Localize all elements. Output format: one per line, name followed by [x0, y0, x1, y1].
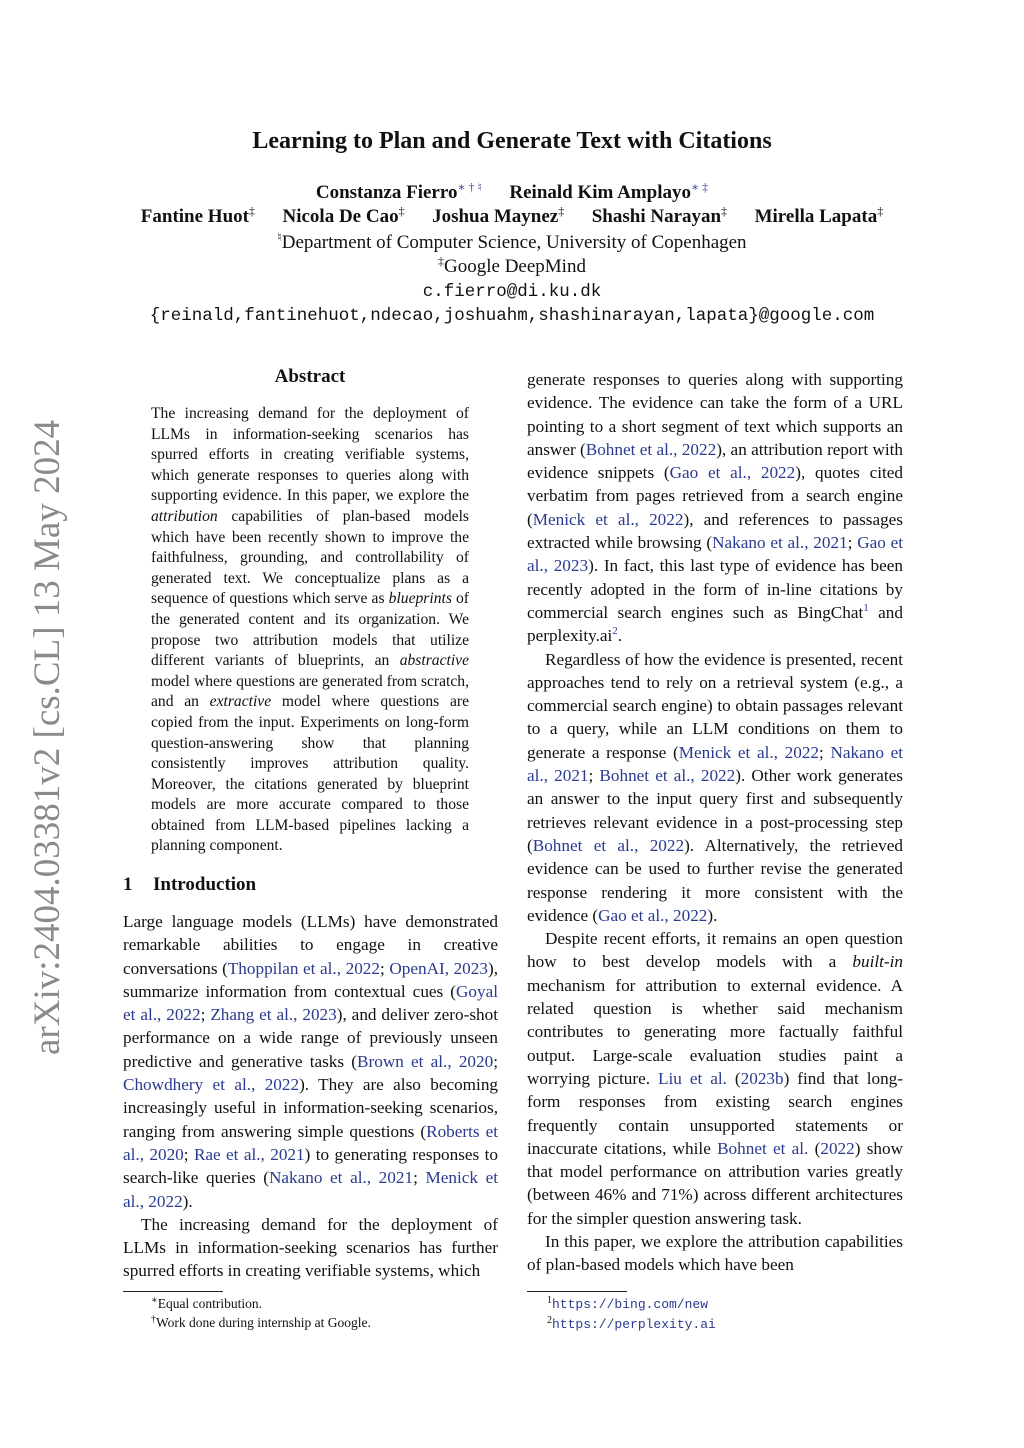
- citation-link[interactable]: Bohnet et al., 2022: [585, 439, 717, 459]
- email-1: c.fierro@di.ku.dk: [422, 282, 602, 302]
- citation-link[interactable]: Menick et al., 2022: [532, 509, 684, 529]
- citation-link[interactable]: Nakano et al., 2021: [268, 1168, 414, 1188]
- author-marks: ‡: [558, 204, 565, 218]
- footnote: ∗Equal contribution.: [151, 1295, 263, 1311]
- author-name: Shashi Narayan: [591, 206, 722, 227]
- citation-link[interactable]: Brown et al., 2020: [357, 1051, 494, 1071]
- author-name: Nicola De Cao: [282, 206, 399, 227]
- affiliation-2: [0, 256, 1024, 278]
- footnote-rule: [527, 1291, 627, 1292]
- citation-link[interactable]: 2023b: [740, 1068, 784, 1088]
- paragraph: Large language models (LLMs) have demonstrated remarkable abilities to engage in creative conversations (Thoppilan et al., 2022; OpenAI, 2023), summarize information from contextual cues (Goyal et al., 2022; Zhang et al., 2023), and deliver zero-shot performance on a wide range of previously unseen predictive and generative tasks (Brown et al., 2020; Chowdhery et al., 2022). They are also becoming increasingly useful in information-seeking scenarios, ranging from answering simple questions (Roberts et al., 2020; Rae et al., 2021) to generating responses to search-like queries (Nakano et al., 2021; Menick et al., 2022).: [123, 912, 499, 1211]
- author-marks: ∗ † ♮: [457, 180, 482, 194]
- affiliation-1: [0, 232, 1024, 254]
- author-name: Constanza Fierro: [315, 182, 458, 203]
- citation-link[interactable]: OpenAI, 2023: [389, 958, 488, 978]
- abstract-text: The increasing demand for the deployment of LLMs in information-seeking scenarios has spurred efforts in creating verifiable systems, which generate responses to queries along with supporting evidence. In this paper, we explore the: [151, 405, 469, 505]
- citation-link[interactable]: Liu et al.: [657, 1068, 727, 1088]
- section-title: Introduction: [153, 874, 257, 895]
- abstract-emph: blueprints: [388, 590, 452, 608]
- arxiv-identifier: arXiv:2404.03381v2 [cs.CL] 13 May 2024: [27, 419, 68, 1055]
- citation-link[interactable]: Menick et al., 2022: [678, 742, 820, 762]
- citation-link[interactable]: Menick et al., 2022: [123, 1168, 498, 1211]
- abstract-text: model where questions are generated from scratch, and an: [151, 672, 469, 711]
- citation-link[interactable]: Gao et al., 2022: [669, 463, 796, 483]
- citation-link[interactable]: Rae et al., 2021: [193, 1144, 305, 1164]
- footnote-marker[interactable]: 1: [863, 601, 869, 614]
- footnote-rule: [123, 1291, 223, 1292]
- citation-link[interactable]: Nakano et al., 2021: [527, 742, 903, 786]
- author-name: Mirella Lapata: [754, 206, 878, 227]
- footnote-url-link[interactable]: https://perplexity.ai: [552, 1317, 716, 1332]
- citation-link[interactable]: Bohnet et al., 2022: [599, 766, 736, 786]
- email-2: {reinald,fantinehuot,ndecao,joshuahm,shashinarayan,lapata}@google.com: [149, 306, 875, 326]
- section-heading: [123, 874, 256, 896]
- footnotes-right: [527, 1294, 903, 1334]
- abstract-body: [151, 404, 469, 857]
- citation-link[interactable]: Gao et al., 2023: [527, 533, 903, 576]
- abstract-heading: Abstract: [274, 366, 346, 387]
- footnote: $^2$https://perplexity.ai: [547, 1315, 716, 1332]
- affiliation-mark: ‡: [438, 254, 445, 268]
- affiliation-text: Department of Computer Science, University of Copenhagen: [281, 232, 747, 253]
- citation-link[interactable]: Bohnet et al.: [717, 1138, 809, 1158]
- paragraph: Regardless of how the evidence is presented, recent approaches tend to rely on a retrieval system (e.g., a commercial search engine) to obtain passages relevant to a query, while an LLM conditions on them to generate a response (Menick et al., 2022; Nakano et al., 2021; Bohnet et al., 2022). Other work generates an answer to the input query first and subsequently retrieves relevant evidence in a post-processing step (Bohnet et al., 2022). Alternatively, the retrieved evidence can be used to further revise the generated response rendering it more consistent with the evidence (Gao et al., 2022).: [527, 649, 903, 925]
- citation-link[interactable]: Bohnet et al., 2022: [532, 835, 685, 855]
- citation-link[interactable]: Chowdhery et al., 2022: [123, 1075, 300, 1095]
- footnote: †Work done during internship at Google.: [151, 1314, 371, 1330]
- authors-row-1: [0, 182, 1024, 204]
- abstract-text: model where questions are copied from the input. Experiments on long-form question-answering show that planning consistently improves attribution quality. Moreover, the citations generated by blueprint models are more accurate compared to those obtained from LLM-based pipelines lacking a planning component.: [151, 693, 469, 855]
- citation-link[interactable]: Nakano et al., 2021: [712, 533, 848, 553]
- footnote: $^1$https://bing.com/new: [547, 1295, 709, 1312]
- abstract-text: of the generated content and its organization. We propose two attribution models that utilize different variants of blueprints, an: [151, 590, 469, 670]
- paragraph-continued: generate responses to queries along with supporting evidence. The evidence can take the form of a URL pointing to a short segment of text which supports an answer (Bohnet et al., 2022), an attribution report with evidence snippets (Gao et al., 2022), quotes cited verbatim from pages retrieved from a search engine (Menick et al., 2022), and references to passages extracted while browsing (Nakano et al., 2021; Gao et al., 2023). In fact, this last type of evidence has been recently adopted in the form of in-line citations by commercial search engines such as BingChat$^1$ and $perplexity.ai^2$.: [527, 370, 903, 646]
- author-marks: ‡: [398, 204, 405, 218]
- paper-title: Learning to Plan and Generate Text with Citations: [252, 128, 772, 154]
- section-number: 1: [123, 874, 133, 895]
- citation-link[interactable]: Gao et al., 2022: [598, 905, 708, 925]
- affiliation-mark: ♮: [277, 230, 282, 244]
- authors-row-2: [0, 206, 1024, 228]
- footnote-marker[interactable]: 2: [612, 625, 618, 638]
- abstract-emph: abstractive: [399, 652, 469, 670]
- citation-link[interactable]: Roberts et al., 2020: [123, 1121, 498, 1164]
- paragraph: The increasing demand for the deployment of LLMs in information-seeking scenarios has further spurred efforts in creating verifiable systems, which: [123, 1214, 498, 1281]
- paragraph: In this paper, we explore the attribution capabilities of plan-based models which have been: [527, 1231, 903, 1275]
- citation-link[interactable]: 2022: [820, 1138, 855, 1158]
- author-marks: ∗ ‡: [690, 180, 709, 194]
- paragraph: Despite recent efforts, it remains an open question how to best develop models with a built-in mechanism for attribution to external evidence. A related question is whether said mechanism contributes to generating more factually faithful output. Large-scale evaluation studies paint a worrying picture. Liu et al. (2023b) find that long-form responses from existing search engines frequently contain unsupported statements or inaccurate citations, while Bohnet et al. (2022) show that model performance on attribution varies greatly (between 46% and 71%) across different architectures for the simpler question answering task.: [527, 929, 903, 1228]
- abstract-emph: attribution: [151, 507, 218, 525]
- affiliation-text: Google DeepMind: [444, 256, 586, 277]
- left-column: [123, 910, 498, 1283]
- author-name: Joshua Maynez: [432, 206, 559, 227]
- author-name: Fantine Huot: [140, 206, 249, 227]
- citation-link[interactable]: Zhang et al., 2023: [210, 1005, 337, 1025]
- author-marks: ‡: [248, 204, 255, 218]
- citation-link[interactable]: Goyal et al., 2022: [123, 981, 498, 1025]
- author-marks: ‡: [877, 204, 884, 218]
- abstract-text: capabilities of plan-based models which have been recently shown to improve the faithfulness, grounding, and controllability of generated text. We conceptualize plans as a sequence of questions which serve as: [151, 507, 469, 608]
- footnote-url-link[interactable]: https://bing.com/new: [552, 1297, 709, 1312]
- author-name: Reinald Kim Amplayo: [509, 182, 691, 203]
- author-marks: ‡: [721, 204, 728, 218]
- right-column: [527, 368, 903, 1277]
- citation-link[interactable]: Thoppilan et al., 2022: [227, 958, 380, 978]
- abstract-emph: extractive: [209, 693, 272, 711]
- footnotes-left: [123, 1294, 498, 1332]
